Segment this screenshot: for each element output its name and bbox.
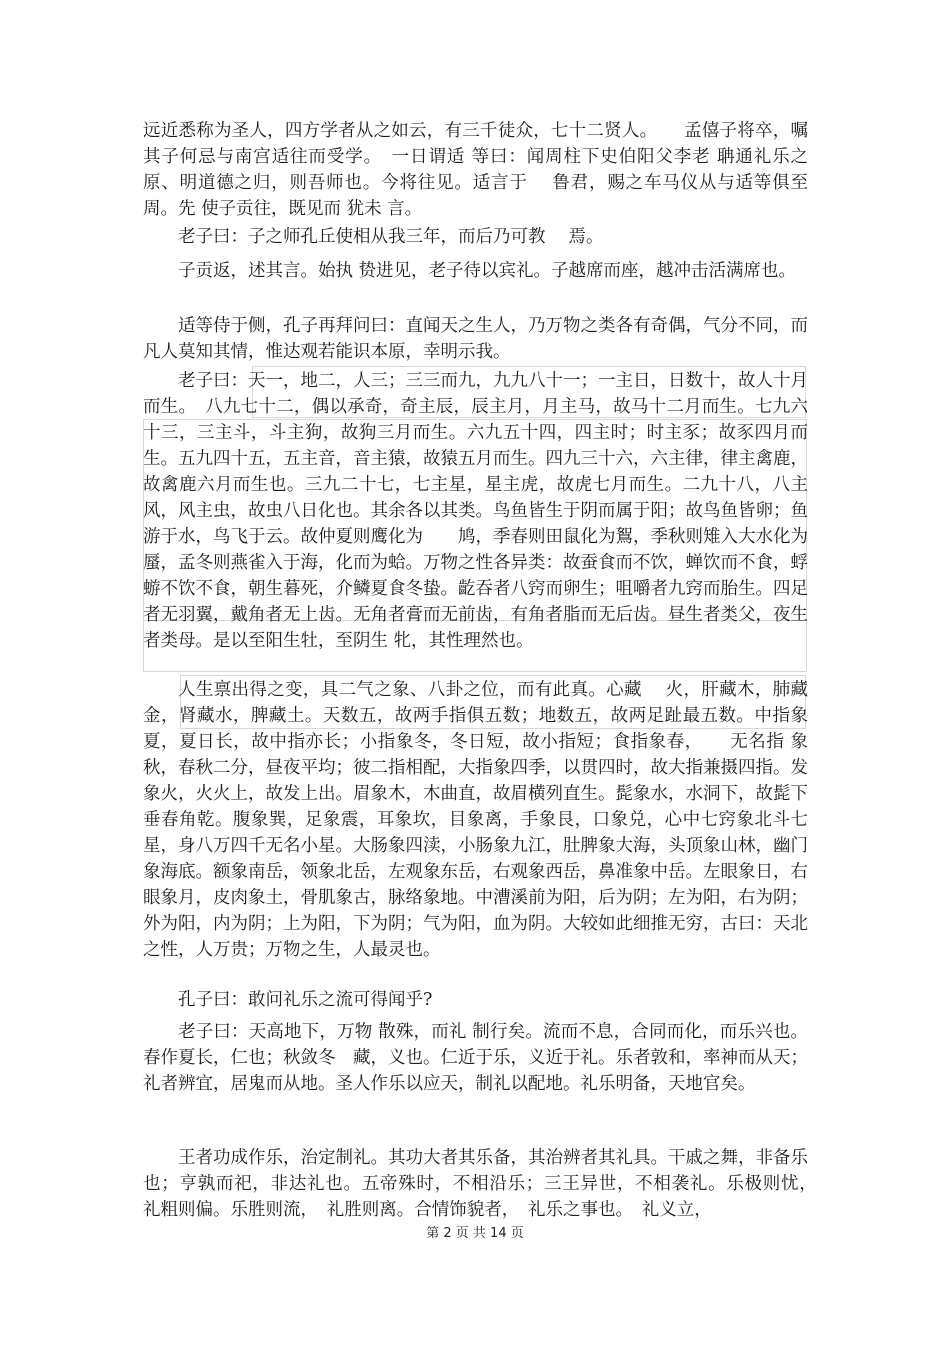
- paragraph-6: 人生禀出得之变，具二气之象、八卦之位，而有此真。心藏 火，肝藏木，肺藏金，肾藏水，脾藏土。天数五，故两手指俱五数；地数五，故两足趾最五数。中指象夏，夏日长，故中指亦长；小指象冬，冬日短，故小指短；食指象春， 无名指 象秋，春秋二分，昼夜平均；彼二指相配，大指象四季，以贯四时，故大指兼摄四指。发象火，火火上，故发上出。眉象木，木曲直，故眉横列直生。髭象水，水洞下，故髭下垂春角乾。腹象巽，足象震，耳象坎，目象离，手象艮，口象兑，心中七窍象北斗七星，身八万四千无名小星。大肠象四渎，小肠象九江，肚脾象大海，头顶象山林，幽门象海底。额象南岳，领象北岳，左观象东岳，右观象西岳，鼻准象中岳。左眼象日，右眼象月，皮肉象土，骨肌象古，脉络象地。中漕溪前为阳，后为阴；左为阳，右为阴；外为阳，内为阴；上为阳，下为阴；气为阳，血为阴。大较如此细推无穷，古曰：天北之性，人万贵；万物之生，人最灵也。: [143, 680, 808, 960]
- paragraph-1: 远近悉称为圣人，四方学者从之如云，有三千徒众，七十二贤人。 孟僖子将卒，嘱其子何忌与南宫适往而受学。 一日谓适 等曰：闻周柱下史伯阳父李老 聃通礼乐之原、明道德之归，则吾师也。今将往见。适言于 鲁君，赐之车马仪从与适等俱至周。先 使子贡往，既见而 犹未 言。: [143, 121, 808, 219]
- paragraph-9: 王者功成作乐，治定制礼。其功大者其乐备，其治辨者其礼具。干戚之舞，非备乐也；亨孰而祀，非达礼也。五帝殊时，不相沿乐；三王异世，不相袭礼。乐极则忧， 礼粗则偏。乐胜则流， 礼胜则离。合情饰貌者， 礼乐之事也。 礼义立，: [143, 1148, 826, 1220]
- paragraph-4: 适等侍于侧，孔子再拜问曰：直闻天之生人，乃万物之类各有奇偶，气分不同，而凡人莫知其情，惟达观若能识本原，幸明示我。: [143, 316, 808, 362]
- paragraph-7: 孔子曰：敢问礼乐之流可得闻乎?: [178, 990, 433, 1010]
- page-footer: 第 2 页 共 14 页: [426, 1226, 524, 1241]
- paragraph-5: 老子曰：天一，地二，人三；三三而九，九九八十一；一主日，日数十，故人十月而生。 八九七十二，偶以承奇，奇主辰，辰主月，月主马，故马十二月而生。七九六十三，三主斗，斗主狗，故狗三月而生。六九五十四，四主时；时主豕；故豕四月而生。五九四十五，五主音，音主猿，故猿五月而生。四九三十六，六主律，律主禽鹿，故禽鹿六月而生也。三九二十七，七主星，星主虎，故虎七月而生。二九十八，八主风，风主虫，故虫八日化也。其余各以其类。鸟鱼皆生于阴而属于阳；故鸟鱼皆卵；鱼游于水，鸟飞于云。故仲夏则鹰化为 鸠，季春则田鼠化为鴽，季秋则雉入大水化为蜃，孟冬则燕雀入于海，化而为蛤。万物之性各异类：故蚕食而不饮，蝉饮而不食，蜉蝣不饮不食，朝生暮死，介鳞夏食冬蛰。齕吞者八窍而卵生；咀嚼者九窍而胎生。四足者无羽翼，戴角者无上齿。无角者膏而无前齿，有角者脂而无后齿。昼生者类父，夜生者类母。是以至阳生牡，至阴生 牝，其性理然也。: [143, 371, 808, 651]
- paragraph-3: 子贡返，述其言。始执 贽进见，老子待以宾礼。子越席而座，越冲击活满席也。: [178, 261, 797, 281]
- paragraph-8: 老子曰：天高地下，万物 散殊，而礼 制行矣。流而不息，合同而化，而乐兴也。春作夏长，仁也；秋敛冬 藏，义也。仁近于乐，义近于礼。乐者敦和，率神而从天；礼者辨宜，居鬼而从地。圣人作乐以应天，制礼以配地。礼乐明备，天地官矣。: [143, 1022, 808, 1094]
- paragraph-2: 老子曰：子之师孔丘使相从我三年，而后乃可教 焉。: [178, 227, 604, 247]
